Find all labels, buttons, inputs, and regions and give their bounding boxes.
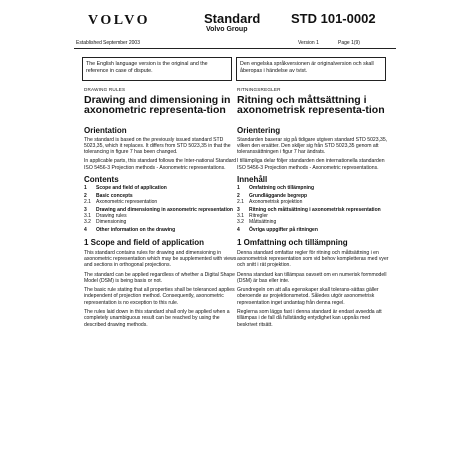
toc-item[interactable]: 2 Basic concepts — [84, 193, 133, 200]
toc-item[interactable]: 3 Drawing and dimensioning in axonometric representation — [84, 207, 233, 214]
orientation-heading: Orientation — [84, 126, 127, 136]
established-date: September 2003 — [103, 40, 140, 46]
toc-item[interactable]: 3.1 Drawing rules — [84, 213, 127, 220]
orientation-paragraph: The standard is based on the previously issued standard STD 5023,35, which it replaces. It differs from STD 5023,35 in that the tolerancing in figure 7 has been changed. — [84, 136, 231, 156]
toc-item[interactable]: 4 Övriga uppgifter på ritningen — [237, 227, 318, 234]
category-label: RITNINGSREGLER — [237, 87, 281, 92]
established-label: Established — [76, 40, 102, 46]
category-label: DRAWING RULES — [84, 87, 126, 92]
section-paragraph: Reglerna som läggs fast i denna standard är endast avsedda att tillämpas i de fall då fullständig entydighet kan uppnås med beskrivet ritsätt. — [237, 309, 382, 328]
contents-heading: Contents — [84, 175, 119, 185]
table-of-contents — [237, 185, 390, 233]
swedish-column — [237, 87, 390, 331]
table-of-contents — [84, 185, 237, 233]
volvo-logo: VOLVO — [88, 13, 150, 28]
section-paragraph: This standard contains rules for drawing and dimensioning in axonometric representation which may be supplemented with views and sections in orthogonal projections. — [84, 249, 237, 269]
doc-type-title: Standard — [204, 11, 261, 26]
document-title: Drawing and dimensioning in axonometric representa-tion — [84, 94, 231, 117]
english-column — [84, 87, 237, 331]
orientation-paragraph: Standarden baserar sig på tidigare utgiven standard STD 5023,35, vilken den ersätter. Den skiljer sig från STD 5023,35 genom att toleranssättningen i figur 7 har ändrats. — [237, 136, 388, 156]
toc-item[interactable]: 4 Other information on the drawing — [84, 227, 176, 234]
doc-organization: Volvo Group — [206, 26, 248, 33]
toc-item[interactable]: 1 Omfattning och tillämpning — [237, 185, 314, 192]
toc-item[interactable]: 1 Scope and field of application — [84, 185, 167, 192]
section-paragraph: Grundregeln om att alla egenskaper skall tolerans-sättas gäller oberoende av projektionsmetod. Således utgör axonometrisk representation inget undantag från denna regel. — [237, 287, 379, 306]
toc-item[interactable]: 3 Ritning och måttsättning i axonometrisk representation — [237, 207, 381, 214]
notice-english: The English language version is the original and the reference in case of dispute. — [82, 57, 232, 81]
standard-number: STD 101-0002 — [291, 11, 376, 26]
section-paragraph: The rules laid down in this standard shall only be applied when a completely unambiguous result can be reached by using the described drawing methods. — [84, 309, 230, 328]
orientation-heading: Orientering — [237, 126, 281, 136]
contents-heading: Innehåll — [237, 175, 268, 185]
section-paragraph: The standard can be applied regardless of whether a Digital Shape Model (DSM) is being basis or not. — [84, 271, 235, 284]
section-paragraph: Denna standard omfattar regler för ritning och måttsättning i en axonometrisk representation som vid behov kompletteras med vyer och snitt i rät projektion. — [237, 249, 389, 269]
orientation-paragraph: I tillämpliga delar följer standarden den internationella standarden ISO 5456-3 Projection methods - Axonometric representations. — [237, 158, 385, 171]
toc-item[interactable]: 2 Grundläggande begrepp — [237, 193, 308, 200]
section-1-heading: 1 Scope and field of application — [84, 238, 205, 248]
toc-item[interactable]: 3.1 Ritregler — [237, 213, 268, 220]
orientation-paragraph: In applicable parts, this standard follows the Inter-national Standard ISO 5456-3 Projection methods - Axonometric representations. — [84, 158, 237, 171]
header-divider — [74, 48, 396, 49]
section-1-heading: 1 Omfattning och tillämpning — [237, 238, 348, 248]
page-indicator: Page 1(9) — [338, 40, 360, 46]
section-paragraph: Denna standard kan tillämpas oavsett om en numerisk formmodell (DSM) är bas eller inte. — [237, 271, 387, 284]
toc-item[interactable]: 3.2 Måttsättning — [237, 219, 277, 226]
notice-swedish: Den engelska språkversionen är originalversion och skall åberopas i händelse av tvist. — [236, 57, 386, 81]
toc-item[interactable]: 2.1 Axonometric representation — [84, 199, 158, 206]
toc-item[interactable]: 2.1 Axonometrisk projektion — [237, 199, 303, 206]
version-label: Version 1 — [298, 40, 319, 46]
document-title: Ritning och måttsättning i axonometrisk representa-tion — [237, 94, 385, 117]
toc-item[interactable]: 3.2 Dimensioning — [84, 219, 127, 226]
section-paragraph: The basic rule stating that all properties shall be toleranced applies independent of projection method. Consequently, axonometric representation is no exception to this rule. — [84, 287, 235, 306]
